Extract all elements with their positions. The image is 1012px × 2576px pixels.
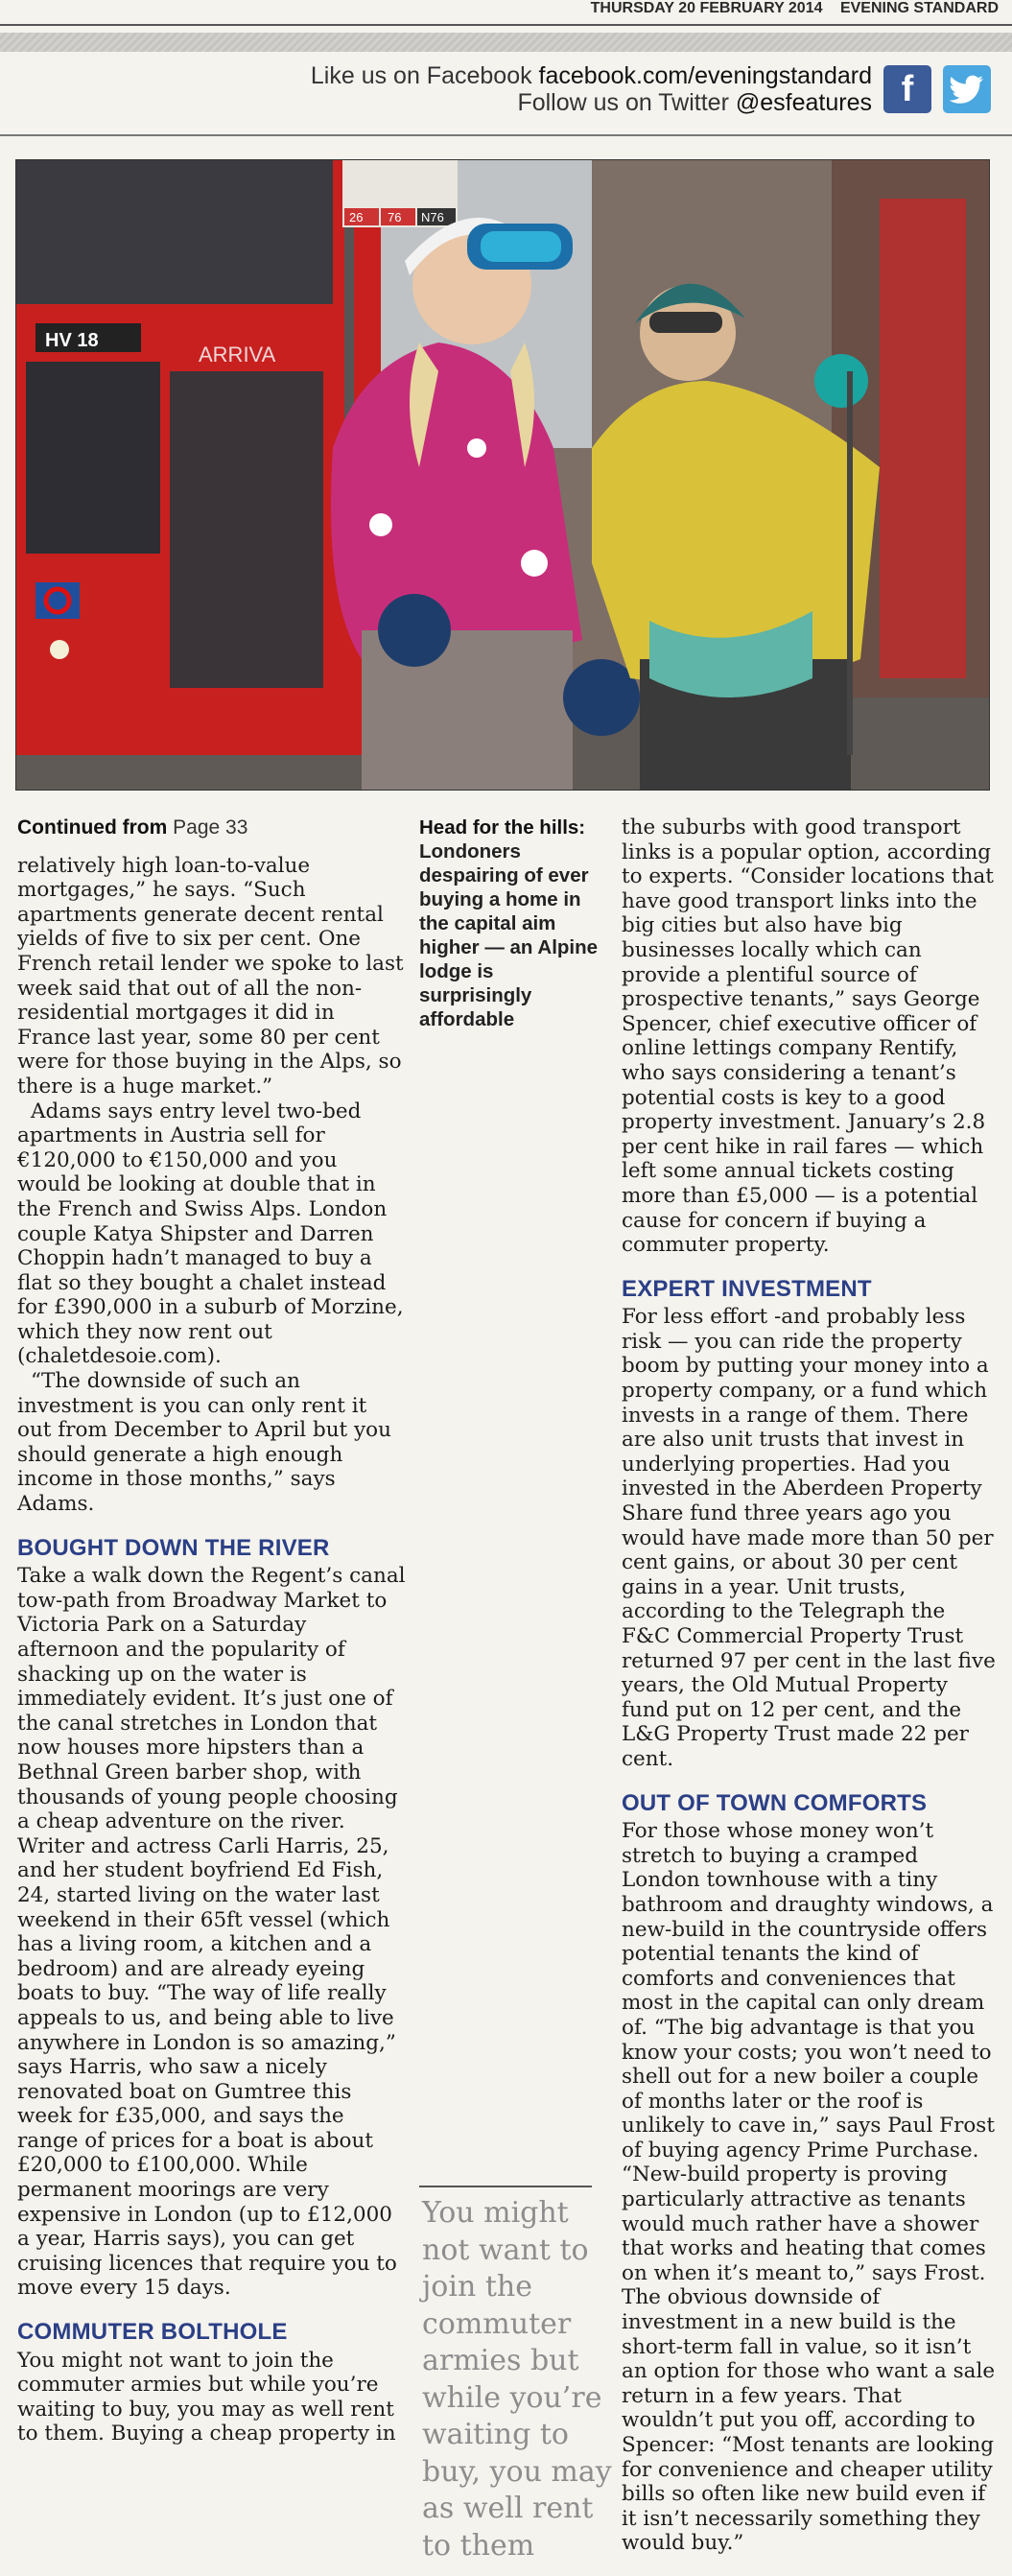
- paragraph: the suburbs with good transport links is a popular option, according to experts. “Consider locations that have good transport links into the big cities but also have big businesses locally which can provide a plentiful source of prospective tenants,” says George Spencer, chief executive officer of online lettings company Rentify, who says considering a tenant’s potential costs is key to a good property investment. January’s 2.8 per cent hike in rail fares — which left some annual tickets costing more than £5,000 — is a potential cause for concern if buying a commuter property.: [622, 815, 994, 1258]
- facebook-link[interactable]: facebook.com/eveningstandard: [538, 62, 872, 89]
- bus-route-sign: HV 18: [45, 330, 99, 351]
- masthead-rule: [0, 24, 1012, 26]
- twitter-link[interactable]: @esfeatures: [735, 89, 872, 116]
- paragraph: Adams says entry level two-bed apartments in Austria sell for €120,000 to €150,000 and you would be looking at double that in the French and Swiss Alps. London couple Katya Shipster and Darren Choppin hadn’t managed to buy a flat so they bought a chalet instead for £390,000 in a suburb of Morzine, which they now rent out (chaletdesoie.com).: [17, 1099, 404, 1369]
- photo-caption-column: [419, 815, 611, 1031]
- subhead-town: OUT OF TOWN COMFORTS: [622, 1789, 928, 1816]
- paragraph: You might not want to join the commuter armies but while you’re waiting to buy, you may as well rent to them. Buying a cheap property in: [17, 2348, 396, 2446]
- decorative-band: [0, 33, 1012, 52]
- paragraph: “The downside of such an investment is you can only rent it out from December to April but you should generate a high enough income in those months,” says Adams.: [17, 1369, 391, 1517]
- masthead-date: THURSDAY 20 FEBRUARY 2014: [590, 0, 823, 16]
- subhead-river: BOUGHT DOWN THE RIVER: [17, 1534, 330, 1561]
- photo-caption: [419, 815, 611, 1031]
- svg-text:N76: N76: [421, 210, 444, 225]
- facebook-prefix: Like us on Facebook: [310, 62, 532, 89]
- masthead-paper: EVENING STANDARD: [839, 0, 999, 16]
- social-text: [311, 62, 872, 116]
- twitter-prefix: Follow us on Twitter: [517, 89, 729, 116]
- header-divider: [0, 134, 1012, 136]
- caption-body: Londoners despairing of ever buying a home in the capital aim higher — an Alpine lodge is surprisingly affordable: [419, 840, 599, 1030]
- pullquote-rule: [419, 2186, 592, 2187]
- facebook-icon[interactable]: f: [883, 65, 931, 113]
- paragraph: For less effort -and probably less risk — you can ride the property boom by putting your money into a property company, or a fund which invests in a range of them. There are also unit trusts that invest in underlying properties. Had you invested in the Aberdeen Property Share fund three years ago you would have made more than 50 per cent gains, or about 30 per cent gains in a year. Unit trusts, according to the Telegraph the F&C Commercial Property Trust returned 97 per cent in the last five years, the Old Mutual Property fund put on 12 per cent, and the L&G Property Trust made 22 per cent.: [622, 1305, 996, 1771]
- pullquote: You might not want to join the commuter armies but while you’re waiting to buy, you may as well rent to them: [422, 2196, 612, 2563]
- social-bar: [311, 59, 991, 119]
- svg-text:76: 76: [388, 210, 402, 225]
- continued-label: Continued from: [17, 816, 168, 839]
- bus-operator-logo: ARRIVA: [199, 343, 276, 366]
- masthead: [0, 0, 1012, 21]
- continued-page: Page 33: [173, 816, 248, 839]
- subhead-expert: EXPERT INVESTMENT: [622, 1275, 872, 1302]
- caption-lead: Head for the hills:: [419, 816, 586, 839]
- paragraph: Take a walk down the Regent’s canal tow-path from Broadway Market to Victoria Park on a Saturday afternoon and the popularity of shacking up on the water is immediately evident. It’s just one of the canal stretches in London that now houses more hipsters than a Bethnal Green barber shop, with thousands of young people choosing a cheap adventure on the river. Writer and actress Carli Harris, 25, and her student boyfriend Ed Fish, 24, started living on the water last weekend in their 65ft vessel (which has a living room, a kitchen and a bedroom) and are already eyeing boats to buy. “The way of life really appeals to us, and being able to live anywhere in London is so amazing,” says Harris, who saw a nicely renovated boat on Gumtree this week for £35,000, and says the range of prices for a boat is about £20,000 to £100,000. While permanent moorings are very expensive in London (up to £12,000 a year, Harris says), you can get cruising licences that require you to move every 15 days.: [17, 1564, 406, 2301]
- paragraph: For those whose money won’t stretch to buying a cramped London townhouse with a tiny bathroom and draughty windows, a new-build in the countryside offers potential tenants the kind of comforts and conveniences that most in the capital can only dream of. “The big advantage is that you know your costs; you won’t need to shell out for a new boiler a couple of months later or the roof is unlikely to cave in,” says Paul Frost of buying agency Prime Purchase. “New-build property is proving particularly attractive as tenants would much rather have a shower that works and heating that comes on when it’s meant to,” says Frost. The obvious downside of investment in a new build is the short-term fall in value, so it isn’t an option for those who want a sale return in a few years. That wouldn’t put you off, according to Spencer: “Most tenants are looking for convenience and cheaper utility bills so often like new build even if it isn’t necessarily something they would buy.”: [622, 1819, 996, 2556]
- red-bus: [16, 160, 381, 755]
- feature-photo: [15, 159, 990, 791]
- article-column-3: [622, 815, 996, 2556]
- paragraph: relatively high loan-to-value mortgages,” he says. “Such apartments generate decent rental yields of five to six per cent. One French retail lender we spoke to last week said that out of all the non-residential mortgages it did in France last year, some 80 per cent were for those buying in the Alps, so there is a huge market.”: [17, 853, 404, 1099]
- article-column-1: [17, 815, 406, 2446]
- svg-text:26: 26: [349, 210, 364, 225]
- subhead-commuter: COMMUTER BOLTHOLE: [17, 2319, 288, 2346]
- twitter-bird-icon[interactable]: [943, 65, 991, 113]
- continued-from: [17, 815, 406, 840]
